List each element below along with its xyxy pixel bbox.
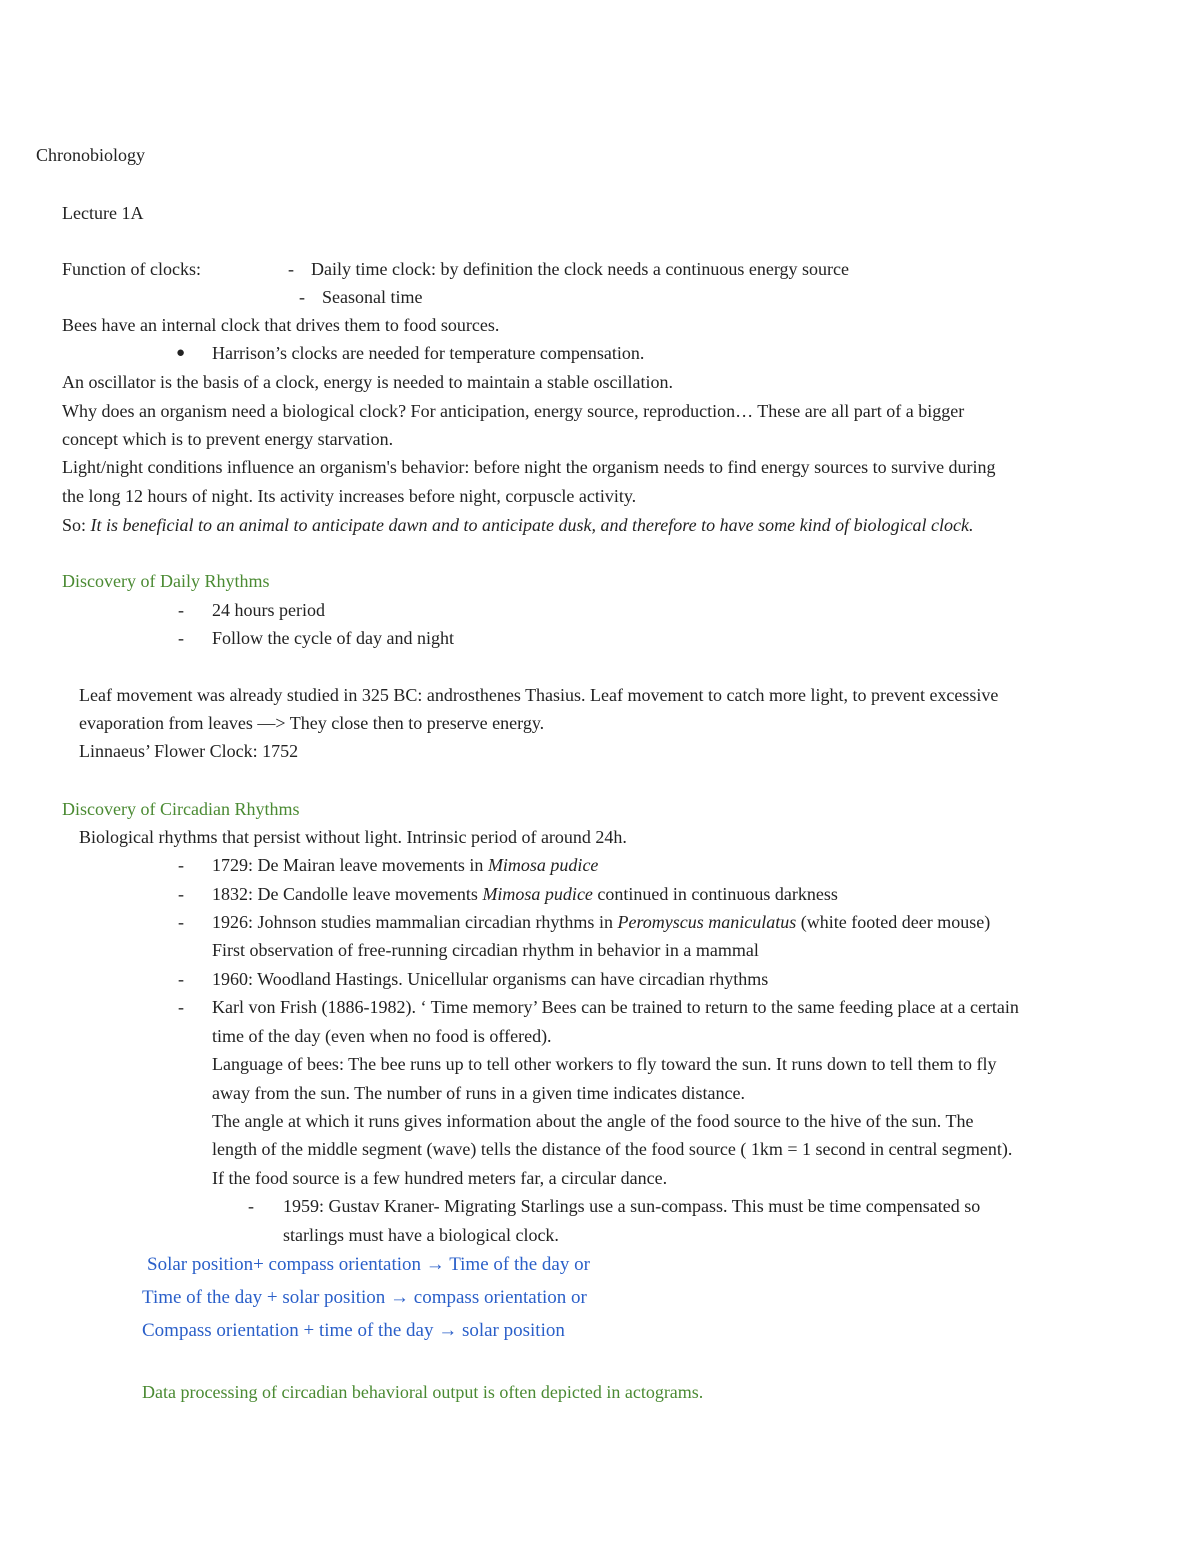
sub-list-item-continuation: starlings must have a biological clock. — [283, 1225, 559, 1245]
paragraph-line: An oscillator is the basis of a clock, energy is needed to maintain a stable oscillation. — [62, 372, 674, 392]
list-item-continuation: If the food source is a few hundred meters far, a circular dance. — [212, 1168, 668, 1188]
paragraph-line: Why does an organism need a biological clock? For anticipation, energy source, reproduction… These are all part of a bigger — [62, 401, 965, 421]
species-name: Peromyscus maniculatus — [617, 912, 797, 932]
list-item-text: continued in continuous darkness — [592, 884, 838, 904]
blue-note-line: Solar position+ compass orientation → Time of the day or — [147, 1254, 590, 1275]
conclusion-prefix: So: — [62, 515, 91, 535]
function-item: Seasonal time — [322, 287, 423, 307]
doc-title: Chronobiology — [36, 145, 146, 165]
paragraph-line: concept which is to prevent energy starvation. — [62, 429, 394, 449]
list-item-continuation: away from the sun. The number of runs in a given time indicates distance. — [212, 1083, 746, 1103]
function-label: Function of clocks: — [62, 259, 201, 279]
list-item: Follow the cycle of day and night — [212, 628, 454, 648]
list-item-continuation: First observation of free-running circadian rhythm in behavior in a mammal — [212, 940, 759, 960]
section-heading-daily: Discovery of Daily Rhythms — [62, 571, 270, 591]
dash-marker: - — [248, 1196, 254, 1216]
dash-marker: - — [178, 600, 184, 620]
list-item — [212, 854, 598, 876]
list-item-continuation: The angle at which it runs gives information about the angle of the food source to the hive of the sun. The — [212, 1111, 974, 1131]
sub-list-item: 1959: Gustav Kraner- Migrating Starlings use a sun-compass. This must be time compensated so — [283, 1196, 981, 1216]
paragraph-line: Biological rhythms that persist without light. Intrinsic period of around 24h. — [79, 827, 627, 847]
list-item-text: (white footed deer mouse) — [796, 912, 991, 932]
species-name: Mimosa pudice — [487, 855, 599, 875]
blue-note-line: Time of the day + solar position → compass orientation or — [142, 1287, 587, 1308]
dash-marker: - — [178, 997, 184, 1017]
list-item-continuation: Language of bees: The bee runs up to tell other workers to fly toward the sun. It runs down to tell them to fly — [212, 1054, 997, 1074]
paragraph-line: Bees have an internal clock that drives them to food sources. — [62, 315, 500, 335]
list-item-text: 1729: De Mairan leave movements in — [212, 855, 488, 875]
species-name: Mimosa pudice — [482, 884, 593, 904]
actogram-note: Data processing of circadian behavioral output is often depicted in actograms. — [142, 1382, 704, 1402]
list-item-continuation: length of the middle segment (wave) tells the distance of the food source ( 1km = 1 second in central segment). — [212, 1139, 1013, 1159]
bullet-item: Harrison’s clocks are needed for temperature compensation. — [212, 343, 645, 363]
list-item-text: 1832: De Candolle leave movements — [212, 884, 483, 904]
paragraph-line: Linnaeus’ Flower Clock: 1752 — [79, 741, 299, 761]
paragraph-line: evaporation from leaves —> They close then to preserve energy. — [79, 713, 545, 733]
bullet-dot: ● — [176, 345, 186, 361]
dash-marker: - — [178, 628, 184, 648]
list-item: Karl von Frish (1886-1982). ‘ Time memory’ Bees can be trained to return to the same feeding place at a certain — [212, 997, 1019, 1017]
list-item-continuation: time of the day (even when no food is offered). — [212, 1026, 552, 1046]
dash-marker: - — [288, 259, 294, 279]
function-item: Daily time clock: by definition the clock needs a continuous energy source — [311, 259, 850, 279]
dash-marker: - — [178, 884, 184, 904]
dash-marker: - — [178, 912, 184, 932]
list-item — [212, 883, 838, 905]
section-heading-circadian: Discovery of Circadian Rhythms — [62, 799, 300, 819]
blue-note-line: Compass orientation + time of the day → solar position — [142, 1320, 565, 1341]
list-item — [212, 911, 990, 933]
list-item: 1960: Woodland Hastings. Unicellular organisms can have circadian rhythms — [212, 969, 769, 989]
lecture-label: Lecture 1A — [62, 203, 144, 223]
paragraph-line: Light/night conditions influence an organism's behavior: before night the organism needs to find energy sources to survive during — [62, 457, 996, 477]
dash-marker: - — [178, 855, 184, 875]
dash-marker: - — [178, 969, 184, 989]
dash-marker: - — [299, 287, 305, 307]
list-item-text: 1926: Johnson studies mammalian circadian rhythms in — [212, 912, 618, 932]
conclusion-line — [62, 514, 974, 536]
list-item: 24 hours period — [212, 600, 325, 620]
paragraph-line: the long 12 hours of night. Its activity increases before night, corpuscle activity. — [62, 486, 637, 506]
paragraph-line: Leaf movement was already studied in 325 BC: androsthenes Thasius. Leaf movement to catch more light, to prevent excessive — [79, 685, 999, 705]
conclusion-italic: It is beneficial to an animal to anticipate dawn and to anticipate dusk, and therefore to have some kind of biological clock. — [90, 515, 974, 535]
